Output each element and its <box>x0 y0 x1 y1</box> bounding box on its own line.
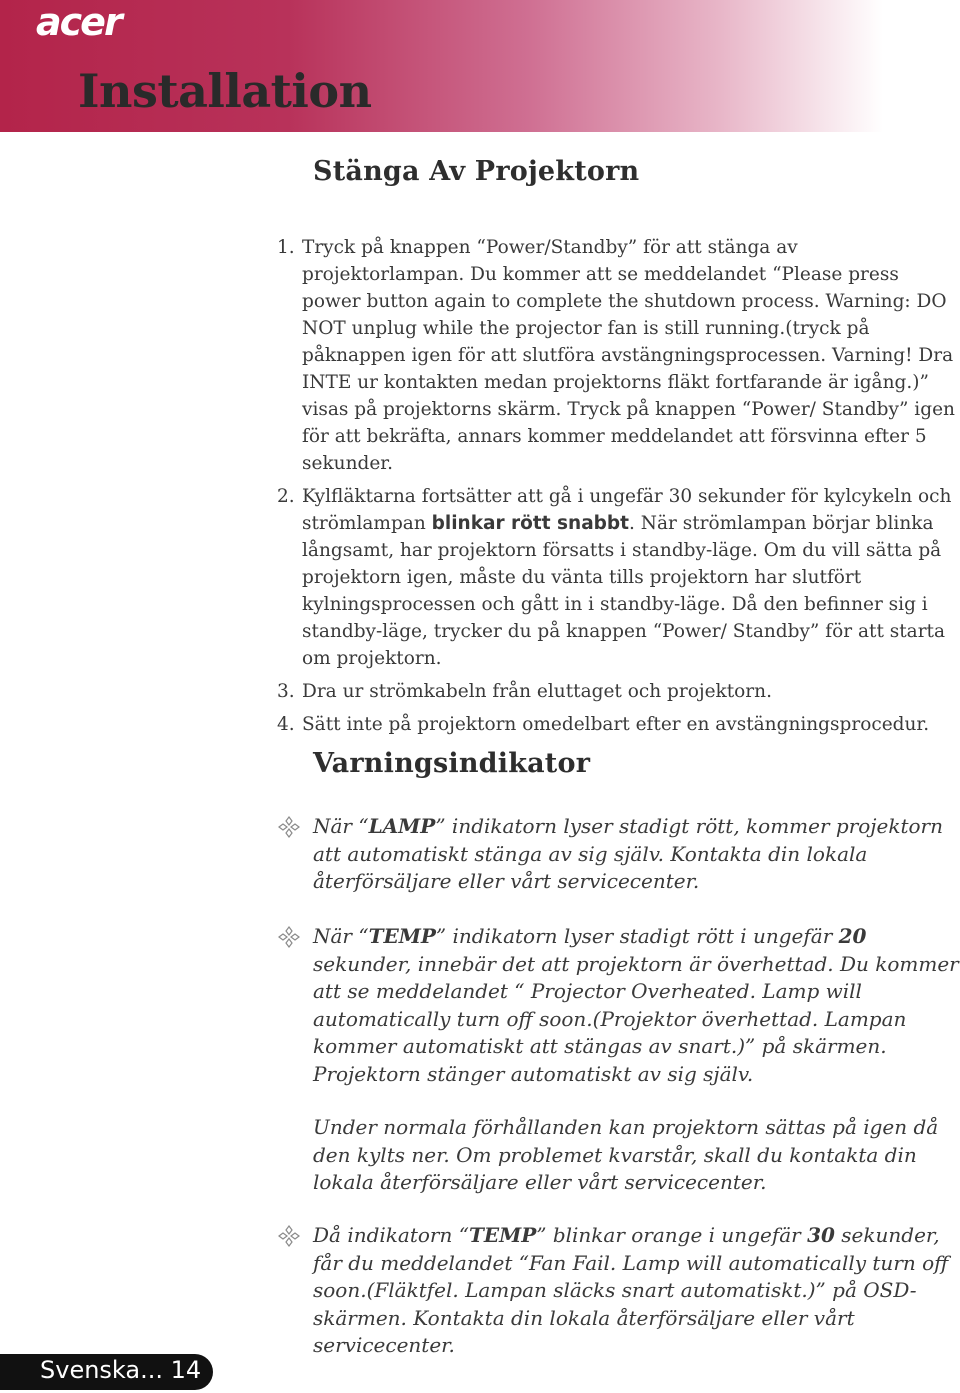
acer-logo: acer <box>36 0 121 44</box>
warning-text: Då indikatorn “TEMP” blinkar orange i ungefär 30 sekunder, får du meddelandet “Fan Fail. Lamp will automatically turn off soon.(Fläktfel. Lampan släcks snart automatiskt.)” på OSD-skärmen. Kontakta din lokala återförsäljare eller vårt servicecenter. <box>313 1223 949 1357</box>
step-2 <box>277 483 957 672</box>
step-1 <box>277 234 957 477</box>
shutdown-steps-list <box>277 234 957 738</box>
step-text: Tryck på knappen “Power/Standby” för att stänga av projektorlampan. Du kommer att se meddelandet “Please press power button again to complete the shutdown process. Warning: DO NOT unplug while the projector fan is still running.(tryck på påknappen igen för att slutföra avstängningsprocessen. Varning! Dra INTE ur kontakten medan projektorns fläkt fortfarande är igång.)” visas på projektorns skärm. Tryck på knappen “Power/ Standby” igen för att bekräfta, annars kommer meddelandet att försvinna efter 5 sekunder. <box>302 237 955 474</box>
step-text: Dra ur strömkabeln från eluttaget och projektorn. <box>302 681 772 702</box>
step-text: Sätt inte på projektorn omedelbart efter en avstängningsprocedur. <box>302 714 930 735</box>
four-diamond-bullet-icon <box>278 926 300 948</box>
step-number: 1. <box>277 237 295 258</box>
warning-item-temp-blink <box>278 1222 960 1360</box>
warning-item-lamp <box>278 813 960 896</box>
step-3 <box>277 678 957 705</box>
warning-text: När “TEMP” indikatorn lyser stadigt rött i ungefär 20 sekunder, innebär det att projektorn är överhettad. Du kommer att se meddelandet “ Projector Overheated. Lamp will automatically turn off soon.(Projektor överhettad. Lampan kommer automatiskt att stängas av snart.)” på skärmen. Projektorn stänger automatiskt av sig själv. <box>313 924 959 1086</box>
step-text: . När strömlampan börjar blinka långsamt, har projektorn försatts i standby-läge. Om du vill sätta på projektorn igen, måste du vänta tills projektorn har slutfört kylningsprocessen och gått in i standby-läge. Då den befinner sig i standby-läge, trycker du på knappen “Power/ Standby” för att starta om projektorn. <box>302 513 946 669</box>
warning-extra-text: Under normala förhållanden kan projektorn sättas på igen då den kylts ner. Om problemet kvarstår, skall du kontakta din lokala återförsäljare eller vårt servicecenter. <box>313 1115 939 1194</box>
step-text: Kylfläktarna fortsätter att gå i ungefär 30 sekunder för kylcykeln och strömlampan <box>302 486 952 534</box>
step-bold-text: blinkar rött snabbt <box>431 513 630 534</box>
step-4 <box>277 711 957 738</box>
step-number: 2. <box>277 486 295 507</box>
section-title-shutdown: Stänga Av Projektorn <box>313 156 640 187</box>
footer-page-label: Svenska... 14 <box>40 1356 202 1384</box>
step-number: 3. <box>277 681 295 702</box>
four-diamond-bullet-icon <box>278 1225 300 1247</box>
warning-item-temp-steady <box>278 923 960 1217</box>
page-title: Installation <box>78 64 372 118</box>
step-number: 4. <box>277 714 295 735</box>
warning-text: När “LAMP” indikatorn lyser stadigt rött, kommer projektorn att automatiskt stänga av sig själv. Kontakta din lokala återförsäljare eller vårt servicecenter. <box>313 814 943 893</box>
section-title-warning: Varningsindikator <box>313 748 591 779</box>
four-diamond-bullet-icon <box>278 816 300 838</box>
